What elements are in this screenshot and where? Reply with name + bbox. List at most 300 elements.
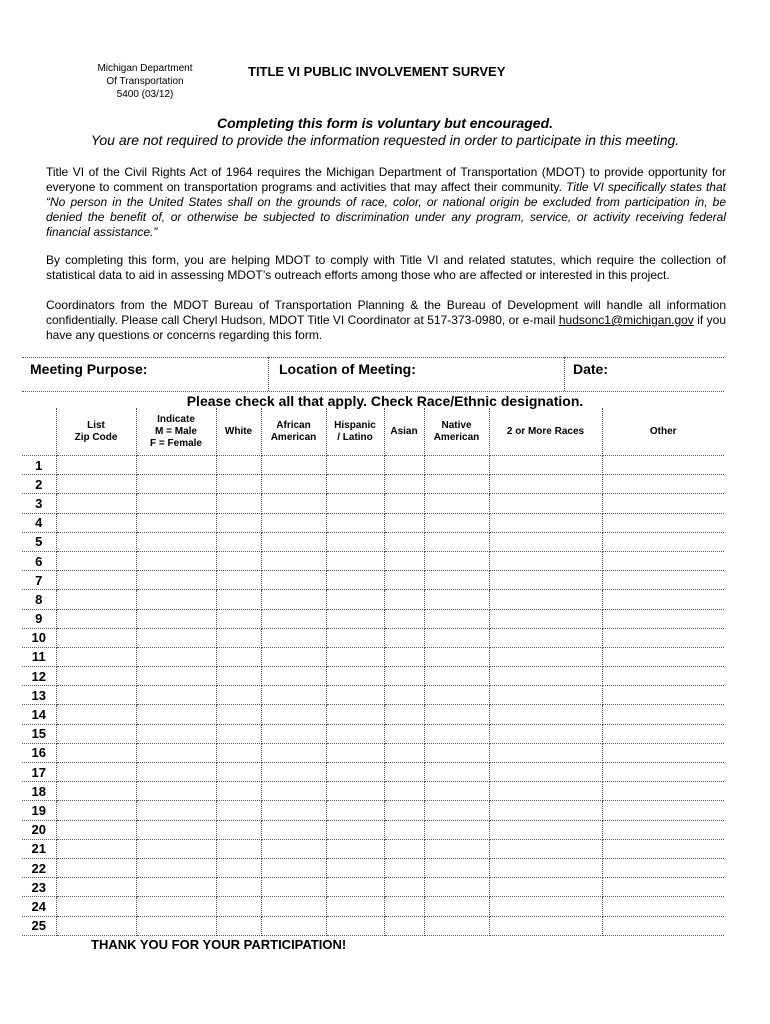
cell-native-american[interactable] <box>424 801 489 820</box>
cell-two-or-more-races[interactable] <box>489 743 602 762</box>
cell-hispanic-latino[interactable] <box>326 763 384 782</box>
cell-two-or-more-races[interactable] <box>489 724 602 743</box>
cell-hispanic-latino[interactable] <box>326 609 384 628</box>
cell-white[interactable] <box>216 513 261 532</box>
cell-white[interactable] <box>216 551 261 570</box>
cell-gender[interactable] <box>136 686 216 705</box>
cell-native-american[interactable] <box>424 456 489 475</box>
cell-other[interactable] <box>602 647 724 666</box>
cell-white[interactable] <box>216 916 261 935</box>
cell-other[interactable] <box>602 532 724 551</box>
cell-two-or-more-races[interactable] <box>489 571 602 590</box>
cell-native-american[interactable] <box>424 724 489 743</box>
row-number: 17 <box>22 763 56 782</box>
cell-zip-code[interactable] <box>56 724 136 743</box>
cell-two-or-more-races[interactable] <box>489 647 602 666</box>
row-number: 21 <box>22 839 56 858</box>
cell-other[interactable] <box>602 475 724 494</box>
cell-native-american[interactable] <box>424 916 489 935</box>
cell-two-or-more-races[interactable] <box>489 705 602 724</box>
cell-zip-code[interactable] <box>56 820 136 839</box>
cell-asian[interactable] <box>384 897 424 916</box>
cell-asian[interactable] <box>384 763 424 782</box>
table-row <box>22 571 724 590</box>
cell-other[interactable] <box>602 839 724 858</box>
cell-other[interactable] <box>602 763 724 782</box>
not-required-notice: You are not required to provide the information requested in order to participate in this meeting. <box>90 132 680 148</box>
row-number: 15 <box>22 724 56 743</box>
cell-white[interactable] <box>216 801 261 820</box>
cell-gender[interactable] <box>136 494 216 513</box>
row-number: 2 <box>22 475 56 494</box>
cell-african-american[interactable] <box>261 858 326 877</box>
meeting-box-top-border <box>22 357 724 358</box>
cell-native-american[interactable] <box>424 532 489 551</box>
cell-zip-code[interactable] <box>56 897 136 916</box>
cell-african-american[interactable] <box>261 475 326 494</box>
cell-african-american[interactable] <box>261 782 326 801</box>
cell-gender[interactable] <box>136 743 216 762</box>
table-header-row <box>22 408 724 456</box>
cell-hispanic-latino[interactable] <box>326 667 384 686</box>
table-row <box>22 801 724 820</box>
cell-zip-code[interactable] <box>56 513 136 532</box>
cell-asian[interactable] <box>384 686 424 705</box>
cell-two-or-more-races[interactable] <box>489 782 602 801</box>
cell-other[interactable] <box>602 782 724 801</box>
cell-asian[interactable] <box>384 628 424 647</box>
cell-white[interactable] <box>216 763 261 782</box>
cell-zip-code[interactable] <box>56 801 136 820</box>
row-number: 14 <box>22 705 56 724</box>
cell-african-american[interactable] <box>261 705 326 724</box>
table-row <box>22 667 724 686</box>
cell-gender[interactable] <box>136 782 216 801</box>
instructions-heading: Please check all that apply. Check Race/Ethnic designation. <box>186 393 584 409</box>
cell-gender[interactable] <box>136 801 216 820</box>
row-number: 6 <box>22 551 56 570</box>
cell-other[interactable] <box>602 916 724 935</box>
cell-other[interactable] <box>602 609 724 628</box>
cell-two-or-more-races[interactable] <box>489 532 602 551</box>
cell-other[interactable] <box>602 820 724 839</box>
table-row <box>22 916 724 935</box>
cell-other[interactable] <box>602 897 724 916</box>
cell-gender[interactable] <box>136 475 216 494</box>
cell-other[interactable] <box>602 878 724 897</box>
cell-white[interactable] <box>216 667 261 686</box>
table-row <box>22 647 724 666</box>
cell-african-american[interactable] <box>261 743 326 762</box>
cell-gender[interactable] <box>136 705 216 724</box>
cell-white[interactable] <box>216 475 261 494</box>
cell-african-american[interactable] <box>261 897 326 916</box>
cell-white[interactable] <box>216 820 261 839</box>
cell-native-american[interactable] <box>424 475 489 494</box>
cell-hispanic-latino[interactable] <box>326 916 384 935</box>
table-row <box>22 820 724 839</box>
cell-native-american[interactable] <box>424 743 489 762</box>
cell-white[interactable] <box>216 782 261 801</box>
cell-two-or-more-races[interactable] <box>489 456 602 475</box>
table-row <box>22 494 724 513</box>
cell-hispanic-latino[interactable] <box>326 782 384 801</box>
table-row <box>22 782 724 801</box>
cell-african-american[interactable] <box>261 571 326 590</box>
cell-gender[interactable] <box>136 916 216 935</box>
cell-gender[interactable] <box>136 724 216 743</box>
coordinators-paragraph <box>46 298 726 343</box>
meeting-divider-1 <box>268 357 269 391</box>
cell-native-american[interactable] <box>424 897 489 916</box>
cell-gender[interactable] <box>136 609 216 628</box>
row-number: 13 <box>22 686 56 705</box>
cell-zip-code[interactable] <box>56 839 136 858</box>
cell-white[interactable] <box>216 686 261 705</box>
table-row <box>22 590 724 609</box>
cell-african-american[interactable] <box>261 456 326 475</box>
table-row <box>22 475 724 494</box>
row-number: 5 <box>22 532 56 551</box>
cell-asian[interactable] <box>384 494 424 513</box>
cell-two-or-more-races[interactable] <box>489 916 602 935</box>
cell-other[interactable] <box>602 590 724 609</box>
cell-other[interactable] <box>602 456 724 475</box>
cell-native-american[interactable] <box>424 513 489 532</box>
row-number: 20 <box>22 820 56 839</box>
cell-gender[interactable] <box>136 763 216 782</box>
meeting-date-field[interactable]: Date: <box>573 361 609 377</box>
cell-african-american[interactable] <box>261 532 326 551</box>
cell-native-american[interactable] <box>424 609 489 628</box>
row-number: 1 <box>22 456 56 475</box>
cell-two-or-more-races[interactable] <box>489 590 602 609</box>
cell-native-american[interactable] <box>424 782 489 801</box>
title-vi-paragraph <box>46 165 726 240</box>
row-number: 8 <box>22 590 56 609</box>
cell-two-or-more-races[interactable] <box>489 801 602 820</box>
cell-zip-code[interactable] <box>56 456 136 475</box>
meeting-divider-2 <box>564 357 565 391</box>
row-number: 16 <box>22 743 56 762</box>
cell-native-american[interactable] <box>424 686 489 705</box>
cell-gender[interactable] <box>136 839 216 858</box>
meeting-purpose-field[interactable]: Meeting Purpose: <box>30 361 148 377</box>
cell-hispanic-latino[interactable] <box>326 475 384 494</box>
cell-hispanic-latino[interactable] <box>326 513 384 532</box>
row-number: 3 <box>22 494 56 513</box>
cell-african-american[interactable] <box>261 667 326 686</box>
cell-hispanic-latino[interactable] <box>326 551 384 570</box>
cell-two-or-more-races[interactable] <box>489 628 602 647</box>
cell-native-american[interactable] <box>424 763 489 782</box>
cell-native-american[interactable] <box>424 839 489 858</box>
cell-hispanic-latino[interactable] <box>326 878 384 897</box>
meeting-box-bottom-border <box>22 391 724 392</box>
cell-gender[interactable] <box>136 667 216 686</box>
agency-name-line2: Of Transportation <box>106 76 184 87</box>
cell-white[interactable] <box>216 839 261 858</box>
cell-hispanic-latino[interactable] <box>326 456 384 475</box>
column-header-number <box>22 408 56 456</box>
title-vi-quote: Title VI specifically states that “No person in the United States shall on the grounds of race, color, or national origin be excluded from participation in, be denied the benefit of, or otherwise be subjected to discrimination under any program, service, or activity receiving federal financial assistance.” <box>46 180 726 239</box>
cell-zip-code[interactable] <box>56 858 136 877</box>
cell-african-american[interactable] <box>261 494 326 513</box>
cell-african-american[interactable] <box>261 916 326 935</box>
cell-white[interactable] <box>216 724 261 743</box>
table-row <box>22 724 724 743</box>
row-number: 19 <box>22 801 56 820</box>
cell-hispanic-latino[interactable] <box>326 647 384 666</box>
row-number: 18 <box>22 782 56 801</box>
cell-hispanic-latino[interactable] <box>326 571 384 590</box>
cell-two-or-more-races[interactable] <box>489 667 602 686</box>
row-number: 11 <box>22 647 56 666</box>
cell-zip-code[interactable] <box>56 686 136 705</box>
table-row <box>22 858 724 877</box>
cell-zip-code[interactable] <box>56 743 136 762</box>
cell-african-american[interactable] <box>261 801 326 820</box>
row-number: 24 <box>22 897 56 916</box>
row-number: 10 <box>22 628 56 647</box>
compliance-paragraph: By completing this form, you are helping MDOT to comply with Title VI and related statutes, which require the collection of statistical data to aid in assessing MDOT’s outreach efforts among those who are affected or interested in this project. <box>46 253 726 282</box>
cell-other[interactable] <box>602 858 724 877</box>
cell-native-american[interactable] <box>424 551 489 570</box>
cell-hispanic-latino[interactable] <box>326 839 384 858</box>
cell-white[interactable] <box>216 897 261 916</box>
row-number: 23 <box>22 878 56 897</box>
email-link[interactable]: hudsonc1@michigan.gov <box>558 313 694 327</box>
cell-african-american[interactable] <box>261 820 326 839</box>
row-number: 25 <box>22 916 56 935</box>
cell-zip-code[interactable] <box>56 782 136 801</box>
cell-gender[interactable] <box>136 571 216 590</box>
table-row <box>22 628 724 647</box>
cell-white[interactable] <box>216 878 261 897</box>
table-row <box>22 456 724 475</box>
cell-white[interactable] <box>216 647 261 666</box>
cell-asian[interactable] <box>384 801 424 820</box>
cell-zip-code[interactable] <box>56 628 136 647</box>
cell-african-american[interactable] <box>261 839 326 858</box>
table-row <box>22 513 724 532</box>
cell-native-american[interactable] <box>424 494 489 513</box>
cell-native-american[interactable] <box>424 858 489 877</box>
cell-other[interactable] <box>602 571 724 590</box>
cell-two-or-more-races[interactable] <box>489 878 602 897</box>
cell-other[interactable] <box>602 513 724 532</box>
cell-zip-code[interactable] <box>56 532 136 551</box>
cell-white[interactable] <box>216 705 261 724</box>
cell-two-or-more-races[interactable] <box>489 839 602 858</box>
cell-african-american[interactable] <box>261 513 326 532</box>
cell-two-or-more-races[interactable] <box>489 820 602 839</box>
cell-gender[interactable] <box>136 897 216 916</box>
table-row <box>22 897 724 916</box>
cell-two-or-more-races[interactable] <box>489 897 602 916</box>
cell-other[interactable] <box>602 494 724 513</box>
cell-gender[interactable] <box>136 532 216 551</box>
cell-native-american[interactable] <box>424 820 489 839</box>
cell-gender[interactable] <box>136 647 216 666</box>
cell-two-or-more-races[interactable] <box>489 475 602 494</box>
cell-asian[interactable] <box>384 609 424 628</box>
cell-zip-code[interactable] <box>56 916 136 935</box>
cell-asian[interactable] <box>384 820 424 839</box>
cell-african-american[interactable] <box>261 724 326 743</box>
cell-gender[interactable] <box>136 551 216 570</box>
cell-other[interactable] <box>602 801 724 820</box>
coordinators-text: Coordinators from the MDOT Bureau of Transportation Planning & the Bureau of Development will handle all information confidentially. Please call Cheryl Hudson, MDOT Title VI Coordinator at 517-373-0980, or e-mail <box>46 298 726 327</box>
table-row <box>22 532 724 551</box>
cell-zip-code[interactable] <box>56 609 136 628</box>
cell-african-american[interactable] <box>261 551 326 570</box>
cell-two-or-more-races[interactable] <box>489 858 602 877</box>
row-number: 22 <box>22 858 56 877</box>
cell-zip-code[interactable] <box>56 878 136 897</box>
voluntary-notice: Completing this form is voluntary but encouraged. <box>216 115 554 131</box>
cell-white[interactable] <box>216 494 261 513</box>
table-row <box>22 839 724 858</box>
cell-african-american[interactable] <box>261 628 326 647</box>
column-header-white: White <box>216 408 261 456</box>
cell-asian[interactable] <box>384 667 424 686</box>
cell-two-or-more-races[interactable] <box>489 686 602 705</box>
cell-hispanic-latino[interactable] <box>326 820 384 839</box>
meeting-location-field[interactable]: Location of Meeting: <box>279 361 416 377</box>
cell-gender[interactable] <box>136 878 216 897</box>
page-title: TITLE VI PUBLIC INVOLVEMENT SURVEY <box>248 64 506 79</box>
column-header-gender: Indicate M = Male F = Female <box>136 408 216 456</box>
agency-block <box>80 62 210 101</box>
cell-gender[interactable] <box>136 513 216 532</box>
cell-asian[interactable] <box>384 858 424 877</box>
cell-two-or-more-races[interactable] <box>489 513 602 532</box>
cell-white[interactable] <box>216 858 261 877</box>
cell-zip-code[interactable] <box>56 705 136 724</box>
title-vi-text: Title VI of the Civil Rights Act of 1964 requires the Michigan Department of Transportation (MDOT) to provide opportunity for everyone to comment on transportation programs and activities that may affect their community. <box>46 165 726 194</box>
cell-hispanic-latino[interactable] <box>326 897 384 916</box>
cell-asian[interactable] <box>384 590 424 609</box>
column-header-other: Other <box>602 408 724 456</box>
cell-hispanic-latino[interactable] <box>326 705 384 724</box>
cell-gender[interactable] <box>136 456 216 475</box>
cell-asian[interactable] <box>384 551 424 570</box>
cell-zip-code[interactable] <box>56 647 136 666</box>
cell-two-or-more-races[interactable] <box>489 609 602 628</box>
cell-other[interactable] <box>602 551 724 570</box>
cell-two-or-more-races[interactable] <box>489 763 602 782</box>
cell-hispanic-latino[interactable] <box>326 801 384 820</box>
table-row <box>22 743 724 762</box>
cell-asian[interactable] <box>384 475 424 494</box>
cell-white[interactable] <box>216 456 261 475</box>
cell-white[interactable] <box>216 743 261 762</box>
cell-african-american[interactable] <box>261 590 326 609</box>
cell-other[interactable] <box>602 628 724 647</box>
agency-name: Michigan Department <box>97 63 193 74</box>
cell-asian[interactable] <box>384 916 424 935</box>
cell-zip-code[interactable] <box>56 590 136 609</box>
cell-african-american[interactable] <box>261 647 326 666</box>
cell-native-american[interactable] <box>424 667 489 686</box>
cell-hispanic-latino[interactable] <box>326 494 384 513</box>
cell-asian[interactable] <box>384 839 424 858</box>
cell-zip-code[interactable] <box>56 571 136 590</box>
column-header-african-american: African American <box>261 408 326 456</box>
cell-african-american[interactable] <box>261 878 326 897</box>
cell-white[interactable] <box>216 590 261 609</box>
survey-table <box>22 408 724 936</box>
cell-gender[interactable] <box>136 590 216 609</box>
cell-gender[interactable] <box>136 820 216 839</box>
cell-native-american[interactable] <box>424 705 489 724</box>
cell-other[interactable] <box>602 667 724 686</box>
cell-zip-code[interactable] <box>56 475 136 494</box>
cell-asian[interactable] <box>384 878 424 897</box>
cell-other[interactable] <box>602 743 724 762</box>
cell-asian[interactable] <box>384 513 424 532</box>
cell-zip-code[interactable] <box>56 667 136 686</box>
cell-hispanic-latino[interactable] <box>326 532 384 551</box>
cell-asian[interactable] <box>384 705 424 724</box>
cell-african-american[interactable] <box>261 686 326 705</box>
cell-asian[interactable] <box>384 724 424 743</box>
cell-native-american[interactable] <box>424 878 489 897</box>
cell-hispanic-latino[interactable] <box>326 686 384 705</box>
cell-asian[interactable] <box>384 456 424 475</box>
cell-zip-code[interactable] <box>56 494 136 513</box>
cell-hispanic-latino[interactable] <box>326 628 384 647</box>
cell-gender[interactable] <box>136 628 216 647</box>
cell-asian[interactable] <box>384 743 424 762</box>
cell-native-american[interactable] <box>424 590 489 609</box>
cell-asian[interactable] <box>384 647 424 666</box>
cell-other[interactable] <box>602 705 724 724</box>
cell-two-or-more-races[interactable] <box>489 551 602 570</box>
cell-asian[interactable] <box>384 532 424 551</box>
cell-native-american[interactable] <box>424 647 489 666</box>
cell-native-american[interactable] <box>424 571 489 590</box>
cell-white[interactable] <box>216 571 261 590</box>
cell-asian[interactable] <box>384 782 424 801</box>
column-header-hispanic-latino: Hispanic / Latino <box>326 408 384 456</box>
cell-asian[interactable] <box>384 571 424 590</box>
cell-hispanic-latino[interactable] <box>326 858 384 877</box>
cell-zip-code[interactable] <box>56 551 136 570</box>
cell-hispanic-latino[interactable] <box>326 590 384 609</box>
cell-african-american[interactable] <box>261 609 326 628</box>
row-number: 4 <box>22 513 56 532</box>
cell-white[interactable] <box>216 532 261 551</box>
cell-white[interactable] <box>216 628 261 647</box>
cell-zip-code[interactable] <box>56 763 136 782</box>
table-row <box>22 763 724 782</box>
cell-other[interactable] <box>602 724 724 743</box>
cell-gender[interactable] <box>136 858 216 877</box>
cell-african-american[interactable] <box>261 763 326 782</box>
cell-other[interactable] <box>602 686 724 705</box>
column-header-asian: Asian <box>384 408 424 456</box>
cell-two-or-more-races[interactable] <box>489 494 602 513</box>
form-number: 5400 (03/12) <box>116 89 174 100</box>
table-row <box>22 551 724 570</box>
column-header-native-american: Native American <box>424 408 489 456</box>
cell-native-american[interactable] <box>424 628 489 647</box>
cell-hispanic-latino[interactable] <box>326 724 384 743</box>
cell-white[interactable] <box>216 609 261 628</box>
cell-hispanic-latino[interactable] <box>326 743 384 762</box>
